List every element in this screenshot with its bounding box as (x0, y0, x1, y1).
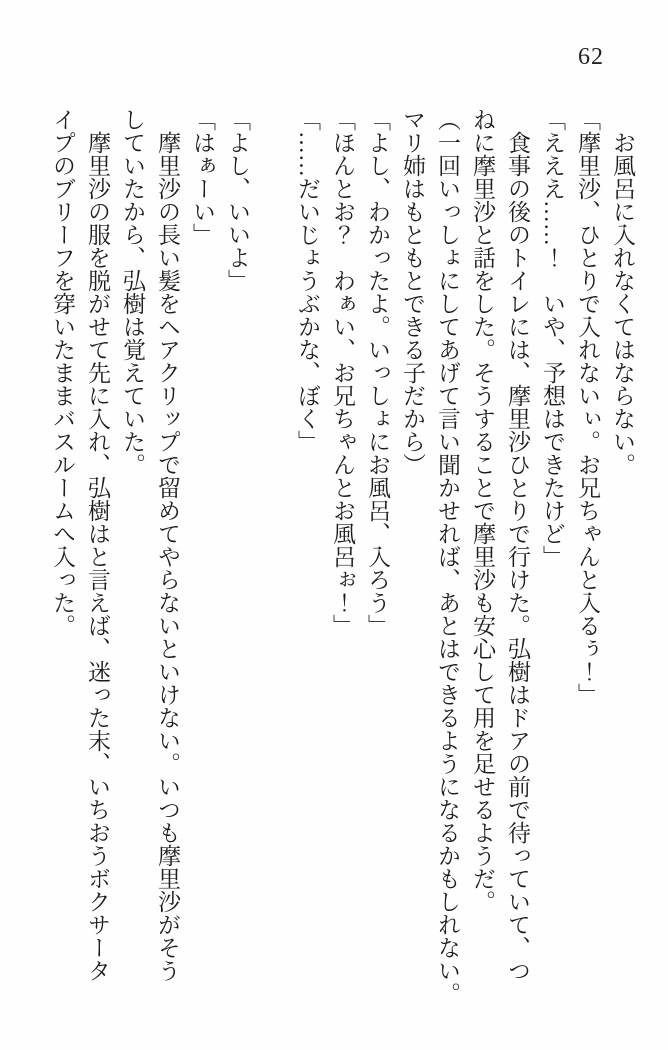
text-line: 「はぁーい」 (190, 108, 215, 246)
text-line: 「よし、わかったよ。いっしょにお風呂、入ろう」 (365, 108, 390, 637)
text-line: 「摩里沙、ひとりで入れないぃ。お兄ちゃんと入るぅ！」 (575, 108, 600, 706)
text-line: 摩里沙の長い髪をヘアクリップで留めてやらないといけない。いつも摩里沙がそう (155, 108, 180, 982)
text-line (255, 108, 290, 1033)
text-line: イプのブリーフを穿いたままバスルームへ入った。 (50, 108, 75, 637)
text-line: （一回いっしょにしてあげて言い聞かせれば、あとはできるようになるかもしれない。 (435, 108, 460, 1005)
text-line: 摩里沙の服を脱がせて先に入れ、弘樹はと言えば、迷った末、いちおうボクサータ (85, 108, 110, 982)
text-line: 「ほんとお？ わぁい、お兄ちゃんとお風呂ぉ！」 (330, 108, 355, 637)
text-line: 「……だいじょうぶかな、ぼく」 (295, 108, 320, 453)
text-line: 食事の後のトイレには、摩里沙ひとりで行けた。弘樹はドアの前で待っていて、つ (505, 108, 530, 982)
text-line: お風呂に入れなくてはならない。 (610, 108, 635, 476)
text-line: ねに摩里沙と話をした。そうすることで摩里沙も安心して用を足せるようだ。 (470, 108, 495, 913)
text-line: 「えええ……！ いや、予想はできたけど」 (540, 108, 565, 568)
vertical-text-block (45, 108, 640, 1033)
page-number: 62 (578, 44, 604, 70)
text-line: 「よし、いいよ」 (225, 108, 250, 292)
text-line: マリ姉はもともとできる子だから） (400, 108, 425, 476)
text-line: していたから、弘樹は覚えていた。 (120, 108, 145, 476)
